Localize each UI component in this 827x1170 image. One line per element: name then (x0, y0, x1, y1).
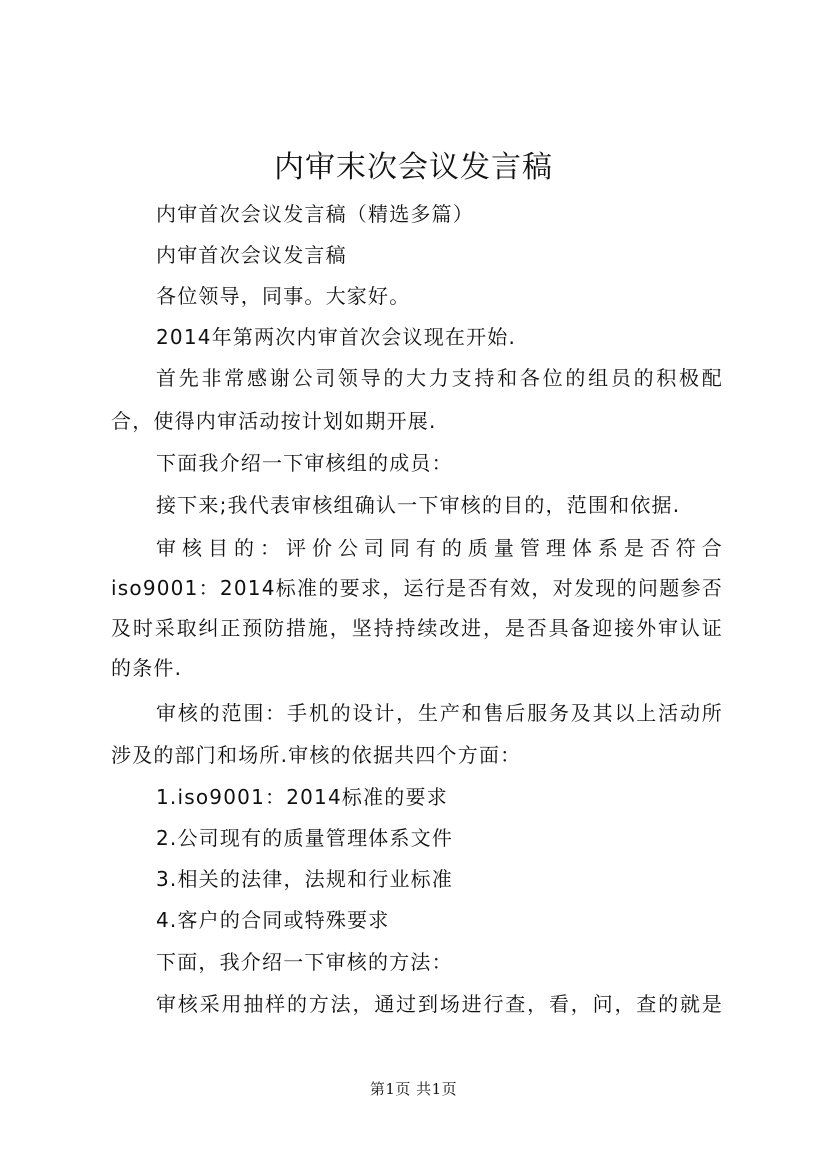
paragraph-line: 接下来;我代表审核组确认一下审核的目的，范围和依据. (156, 493, 681, 517)
paragraph-line: 2014年第两次内审首次会议现在开始. (156, 325, 517, 349)
paragraph-line: 下面我介绍一下审核组的成员： (156, 451, 453, 475)
page-number: 第1页 共1页 (369, 1080, 458, 1098)
paragraph-line: 及时采取纠正预防措施，坚持持续改进，是否具备迎接外审认证 (111, 616, 723, 640)
paragraph-line: iso9001：2014标准的要求，运行是否有效，对发现的问题参否 (111, 576, 723, 600)
list-item: 2.公司现有的质量管理体系文件 (156, 826, 454, 850)
paragraph-line: 内审首次会议发言稿 (156, 243, 347, 267)
paragraph-line: 合，使得内审活动按计划如期开展. (111, 409, 437, 433)
paragraph-line: 各位领导，同事。大家好。 (156, 284, 411, 308)
paragraph-line: 审核目的：评价公司同有的质量管理体系是否符合 (156, 536, 723, 560)
list-item: 1.iso9001：2014标准的要求 (156, 785, 448, 809)
paragraph-line: 涉及的部门和场所.审核的依据共四个方面： (111, 743, 522, 767)
list-item: 3.相关的法律，法规和行业标准 (156, 867, 454, 891)
paragraph-line: 的条件. (111, 656, 183, 680)
paragraph-line: 下面，我介绍一下审核的方法： (156, 950, 453, 974)
paragraph-line: 内审首次会议发言稿（精选多篇） (156, 202, 474, 226)
page-title: 内审末次会议发言稿 (274, 150, 553, 185)
paragraph-line: 审核采用抽样的方法，通过到场进行查，看，问，查的就是 (156, 992, 723, 1016)
paragraph-line: 首先非常感谢公司领导的大力支持和各位的组员的积极配 (156, 366, 723, 390)
list-item: 4.客户的合同或特殊要求 (156, 908, 390, 932)
paragraph-line: 审核的范围：手机的设计，生产和售后服务及其以上活动所 (156, 701, 723, 725)
